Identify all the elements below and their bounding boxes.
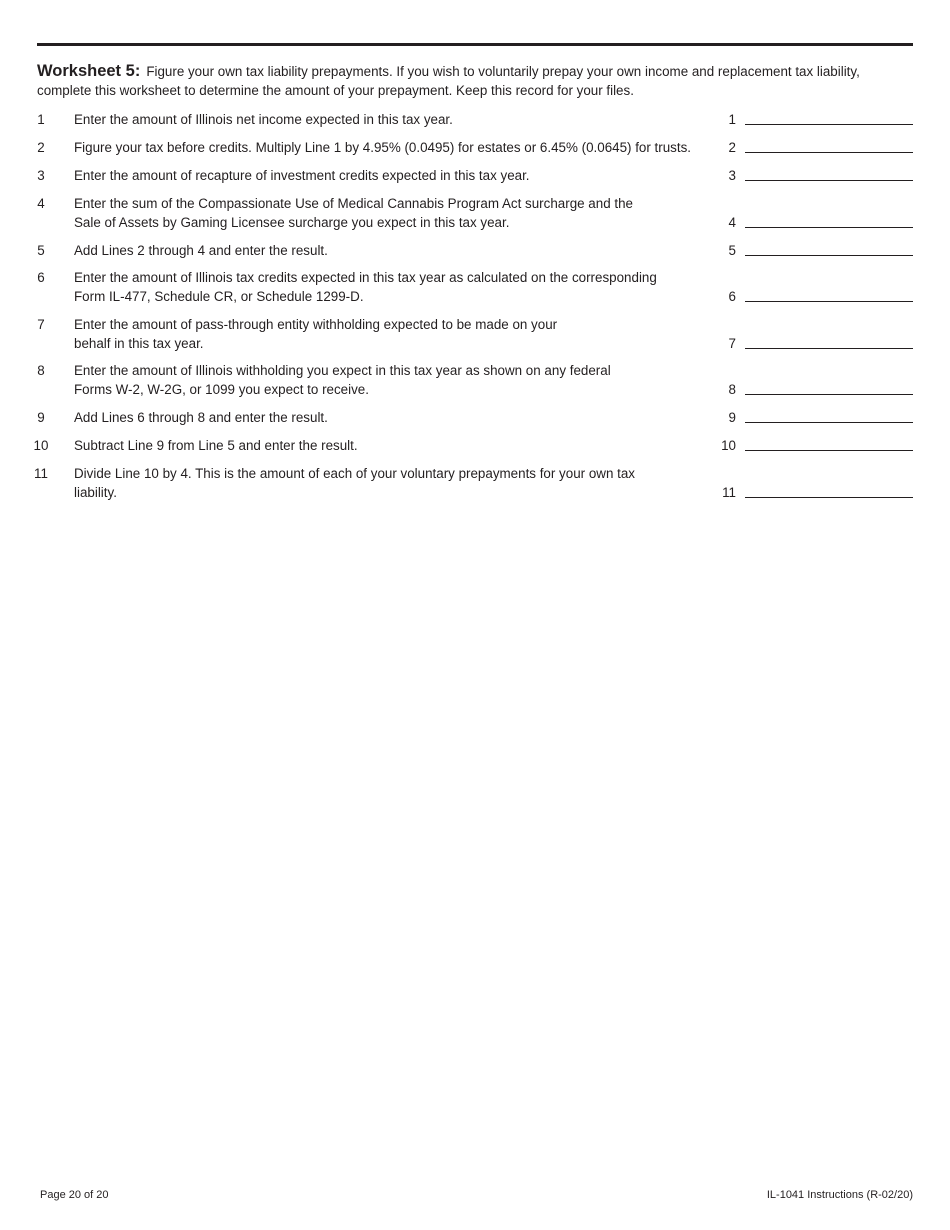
answer-field-3[interactable] — [745, 180, 913, 181]
line-text: Subtract Line 9 from Line 5 and enter the result. — [74, 438, 358, 453]
answer-line-label: 1 — [728, 112, 736, 127]
line-number: 1 — [37, 112, 45, 127]
worksheet-intro — [37, 62, 913, 100]
page-number: Page 20 of 20 — [40, 1189, 109, 1201]
answer-field-7[interactable] — [745, 348, 913, 349]
answer-line-label: 2 — [728, 140, 736, 155]
line-text: Add Lines 6 through 8 and enter the result. — [74, 410, 328, 425]
answer-field-10[interactable] — [745, 450, 913, 451]
worksheet-title: Worksheet 5: — [37, 62, 141, 80]
line-text-continued: behalf in this tax year. — [74, 336, 204, 351]
answer-line-label: 7 — [728, 336, 736, 351]
answer-field-5[interactable] — [745, 255, 913, 256]
line-text: Figure your tax before credits. Multiply Line 1 by 4.95% (0.0495) for estates or 6.45% (0.0645) for trusts. — [74, 140, 692, 155]
line-number: 3 — [37, 168, 45, 183]
form-identifier: IL-1041 Instructions (R-02/20) — [766, 1189, 913, 1201]
answer-field-8[interactable] — [745, 394, 913, 395]
answer-field-11[interactable] — [745, 497, 913, 498]
line-number: 7 — [37, 317, 45, 332]
line-number: 4 — [37, 196, 45, 211]
line-text: Enter the amount of Illinois tax credits expected in this tax year as calculated on the corresponding — [74, 270, 657, 285]
line-text: Enter the amount of pass-through entity withholding expected to be made on your — [74, 317, 558, 332]
answer-field-2[interactable] — [745, 152, 913, 153]
answer-line-label: 9 — [728, 410, 736, 425]
line-number: 2 — [37, 140, 45, 155]
answer-line-label: 3 — [728, 168, 736, 183]
answer-field-4[interactable] — [745, 227, 913, 228]
line-text: Enter the amount of Illinois net income expected in this tax year. — [74, 112, 453, 127]
answer-line-label: 4 — [728, 215, 736, 230]
answer-field-1[interactable] — [745, 124, 913, 125]
line-number: 5 — [37, 243, 45, 258]
line-number: 8 — [37, 363, 45, 378]
answer-line-label: 11 — [722, 485, 736, 500]
line-text: Divide Line 10 by 4. This is the amount of each of your voluntary prepayments for your own tax — [74, 466, 635, 481]
line-number: 11 — [34, 466, 48, 481]
answer-line-label: 10 — [721, 438, 736, 453]
answer-line-label: 8 — [728, 382, 736, 397]
worksheet-intro-text: Figure your own tax liability prepayments. If you wish to voluntarily prepay your own income and replacement tax liability, complete this worksheet to determine the amount of your prepayment. Keep this record for your files. — [37, 64, 860, 98]
line-text-continued: Forms W-2, W-2G, or 1099 you expect to receive. — [74, 382, 369, 397]
line-text: Enter the amount of recapture of investment credits expected in this tax year. — [74, 168, 530, 183]
line-text: Add Lines 2 through 4 and enter the result. — [74, 243, 328, 258]
line-text: Enter the amount of Illinois withholding you expect in this tax year as shown on any federal — [74, 363, 611, 378]
answer-line-label: 6 — [728, 289, 736, 304]
line-text-continued: Form IL-477, Schedule CR, or Schedule 1299-D. — [74, 289, 364, 304]
line-number: 10 — [33, 438, 49, 453]
line-text-continued: Sale of Assets by Gaming Licensee surcharge you expect in this tax year. — [74, 215, 510, 230]
line-text: Enter the sum of the Compassionate Use of Medical Cannabis Program Act surcharge and the — [74, 196, 633, 211]
line-number: 9 — [37, 410, 45, 425]
top-divider — [37, 43, 913, 46]
answer-field-6[interactable] — [745, 301, 913, 302]
line-text-continued: liability. — [74, 485, 117, 500]
line-number: 6 — [37, 270, 45, 285]
answer-field-9[interactable] — [745, 422, 913, 423]
answer-line-label: 5 — [728, 243, 736, 258]
